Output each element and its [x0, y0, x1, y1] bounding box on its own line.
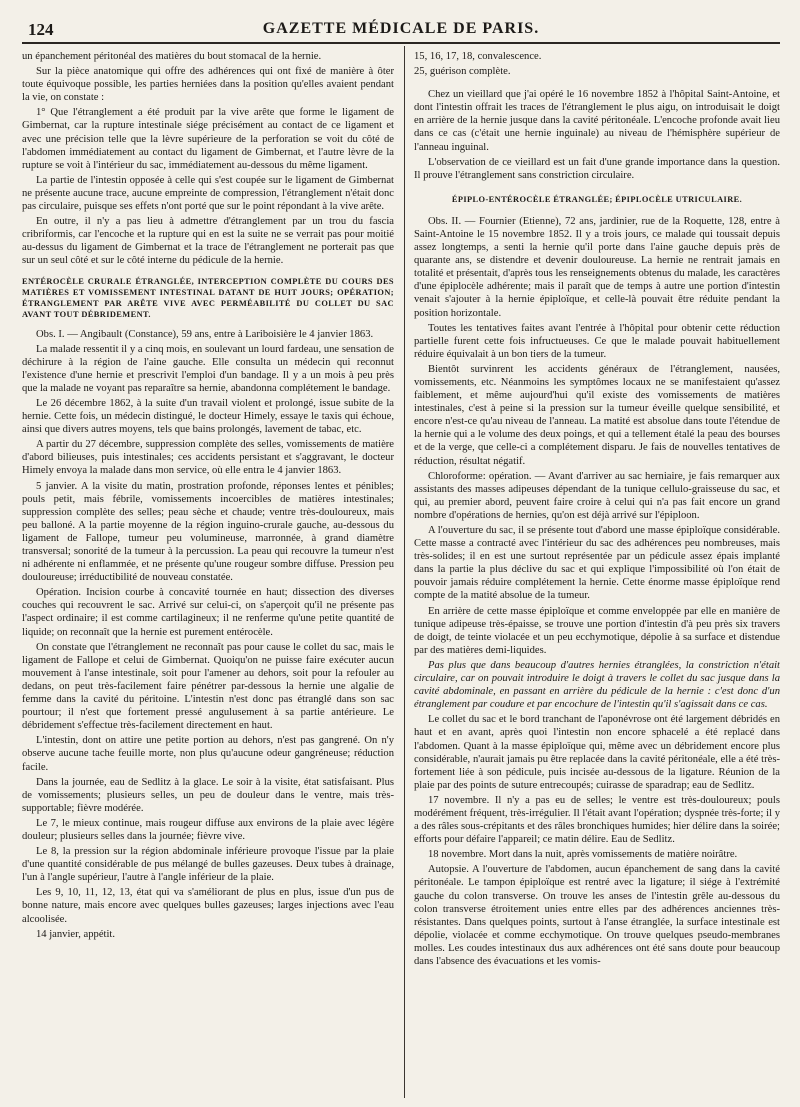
observation-intro: Obs. I. — Angibault (Constance), 59 ans, entre à Lariboisière le 4 janvier 1863.: [36, 328, 374, 340]
column-divider: [404, 46, 405, 1098]
paragraph: 17 novembre. Il n'y a pas eu de selles; le ventre est très-douloureux; pouls modérément fréquent, très-irrégulier. Il l'était avant l'opération; dyspnée très-forte; il y a des râles sous-crépitants et des râles bronchiques humides; hier délire dans la soirée; efforts pour défaire l'appareil; ce matin délire. Eau de Sedlitz.: [414, 794, 780, 846]
paragraph: Sur la pièce anatomique qui offre des adhérences qui ont fixé de manière à ôter toute équivoque possible, les parties herniées dans la position qu'elles avaient pendant la vie, on constate :: [22, 66, 394, 104]
italic-paragraph: Pas plus que dans beaucoup d'autres hernies étranglées, la constriction n'était circulaire, car on pouvait introduire le doigt à travers le collet du sac jusque dans la cavité abdominale, en passant en arrière du pédicule de la hernie : c'est donc d'un étranglement par coudure et par encochure de l'intestin qu'il s'agissait dans ce cas.: [414, 659, 780, 711]
page-number: 124: [28, 20, 54, 39]
paragraph: un épanchement péritonéal des matières du bout stomacal de la hernie.: [22, 51, 322, 62]
paragraph: Les 9, 10, 11, 12, 13, état qui va s'améliorant de plus en plus, issue d'un pus de bonne nature, mais encore avec quelques bulles gazeuses; larges injections avec l'eau alcoolisée.: [22, 887, 394, 925]
paragraph: Opération. Incision courbe à concavité tournée en haut; dissection des diverses couches qui recouvrent le sac. Arrivé sur celui-ci, on s'aperçoit qu'il ne présente pas l'aspect ordinaire; il est comme cartilagineux; il ne renferme qu'une petite quantité de liquide; on reconnaît que la hernie est purement entérocèle.: [22, 587, 394, 638]
paragraph: 5 janvier. A la visite du matin, prostration profonde, réponses lentes et pénibles; pouls petit, mais fébrile, vomissements incoercibles de matières intestinales; suppression complète des selles; peau sèche et chaude; ventre très-douloureux, mais peu balloné. A la partie moyenne de la région inguino-crurale gauche, au-dessous du ligament de Fallope, tumeur peu volumineuse, marronnée, à grand diamètre transversal; sonorité de la tumeur à la percussion. La peau qui recouvre la tumeur n'est ni adhérente ni enflammée, et ne présente qu'une rougeur sombre diffuse. Pression peu douloureuse; irréductibilité de nouveau constatée.: [22, 480, 394, 584]
paragraph: A partir du 27 décembre, suppression complète des selles, vomissements de matière d'abord bilieuses, puis intestinales; ces accidents persistant et s'aggravant, le docteur Himely envoya la malade dans mon service, où elle entra le 4 janvier 1863.: [22, 439, 394, 477]
paragraph: En outre, il n'y a pas lieu à admettre d'étranglement par un trou du fascia cribriformis, car l'encoche et la rupture qui en est la suite ne se verrait pas pour moitié au-dessus du ligament de Gimbernat et la trace de l'étranglement ne porterait pas que sur un seul côté et sur le côté interne du pédicule de la hernie.: [22, 216, 394, 267]
right-column: [414, 50, 780, 1098]
paragraph: 14 janvier, appétit.: [36, 928, 116, 940]
paragraph: 18 novembre. Mort dans la nuit, après vomissements de matière noirâtre.: [428, 849, 738, 861]
paragraph: L'intestin, dont on attire une petite portion au dehors, n'est pas gangrené. On n'y observe aucune tache feuille morte, non plus qu'aucune odeur gangréneuse; réduction facile.: [22, 735, 394, 773]
running-title: GAZETTE MÉDICALE DE PARIS.: [262, 20, 540, 37]
paragraph: Chloroforme: opération. — Avant d'arriver au sac herniaire, je fais remarquer aux assistants des masses adipeuses dépendant de la tunique cellulo-graisseuse du sac, et qui, au premier abord, peuvent faire croire à celui qui n'a pas fait encore un grand nombre d'opérations de hernies, qu'on est déjà arrivé sur l'épiploon.: [414, 470, 780, 521]
paragraph: Toutes les tentatives faites avant l'entrée à l'hôpital pour obtenir cette réduction partielle furent cette fois infructueuses. Ce que le malade pouvait habituellement réduire équivalait à un bon tiers de la tumeur.: [414, 322, 780, 360]
paragraph: On constate que l'étranglement ne reconnaît pas pour cause le collet du sac, mais le ligament de Fallope et celui de Gimbernat. Quoiqu'on ne puisse faire exécuter aucun mouvement à l'anse intestinale, soit pour l'amener au dehors, soit pour la refouler au dedans, on peut très-facilement faire pénétrer par-dessous la hernie une algalie de femme dans la cavité du péritoine. L'intestin n'est donc pas étranglé dans son sac pourtour; il n'est que fortement pressé angulusement à sa partie antérieure. Le débridement s'effectue très-facilement directement en haut.: [22, 641, 394, 732]
paragraph: L'observation de ce vieillard est un fait d'une grande importance dans la question. Il prouve l'étranglement sans constriction circulaire.: [414, 156, 780, 181]
paragraph: La malade ressentit il y a cinq mois, en soulevant un lourd fardeau, une sensation de déchirure à la région de l'aine gauche. Elle consulta un médecin qui reconnut l'existence d'une hernie et prescrivit l'emploi d'un bandage. Il y a un mois à peu près que la malade ne voyant pas reparaître sa hernie, abandonna complétement le bandage.: [22, 343, 394, 394]
paragraph: La partie de l'intestin opposée à celle qui s'est coupée sur le ligament de Gimbernat ne présente aucune trace, aucune empreinte de compression, l'étranglement n'était donc pas circulaire, puisque ses effets n'ont porté que sur le point répondant à la vive arête.: [22, 174, 394, 213]
paragraph: En arrière de cette masse épiploïque et comme enveloppée par elle en manière de tunique adipeuse très-épaisse, se trouve une portion d'intestin d'à peu près six travers de doigt, de teinte violacée et un peu ecchymotique, dépolie à sa surface et distendue par des matières demi-liquides.: [414, 605, 780, 656]
section-heading: ÉPIPLO-ENTÉROCÈLE ÉTRANGLÉE; ÉPIPLOCÈLE UTRICULAIRE.: [451, 194, 743, 204]
paragraph: Autopsie. A l'ouverture de l'abdomen, aucun épanchement de sang dans la cavité péritonéale. Le tampon épiploïque est rentré avec la ligature; il siége à l'extrémité gauche du colon transverse. On trouve les anses de l'intestin grêle au-dessous du colon transverse étroitement unies entre elles par des adhérences anciennes très-résistantes. Dans quelques points, surtout à l'anse étranglée, la surface intestinale est dépolie, violacée et comme ecchymotique. On trouve quelques pseudo-membranes molles. Les coudes intestinaux dus aux adhérences ont été sans doute pour beaucoup dans l'absence des évacuations et les vomis-: [414, 864, 780, 967]
paragraph: 25, guérison complète.: [414, 66, 511, 78]
paragraph: 1° Que l'étranglement a été produit par la vive arête que forme le ligament de Gimbernat, car la rupture intestinale siége précisément au contact de ce ligament et avec une précision telle que la lèvre supérieure de la perforation se voit du côté de l'abdomen immédiatement au contact du ligament de Gimbernat, et l'autre lèvre de la rupture se voit à l'intérieur du sac, immédiatement au-dessous du même ligament.: [22, 107, 394, 171]
paragraph: Chez un vieillard que j'ai opéré le 16 novembre 1852 à l'hôpital Saint-Antoine, et dont l'intestin offrait les traces de l'étranglement le plus aigu, on introduisait le doigt en arrière de la hernie jusque dans la cavité péritonéale. L'encoche profonde avait lieu dans ce cas (c'était une hernie inguinale) au niveau de l'hémisphère supérieur de l'anneau inguinal.: [414, 89, 780, 153]
paragraph: A l'ouverture du sac, il se présente tout d'abord une masse épiploïque considérable. Cette masse a contracté avec l'intérieur du sac des adhérences peu nombreuses, mais très-solides; il en est une surtout représentée par un pédicule assez épais implanté dans la partie la plus déclive du sac et qui explique l'impossibilité où l'on était de pouvoir jamais réduire complétement la hernie. Cette énorme masse épiploïque rend compte de la matité absolue de la tumeur.: [414, 525, 780, 602]
paragraph: Le 26 décembre 1862, à la suite d'un travail violent et prolongé, issue subite de la hernie. Cette fois, un médecin distingué, le docteur Himely, essaye le taxis qui échoue, ainsi que divers autres moyens, tels que bains prolongés, lavement de tabac, etc.: [22, 397, 394, 436]
observation-intro: Obs. II. — Fournier (Etienne), 72 ans, jardinier, rue de la Roquette, 128, entre à Saint-Antoine le 15 novembre 1852. Il y a trois jours, ce malade qui toussait depuis assez longtemps, a senti la hernie qu'il porte dans l'aine gauche depuis près de quarante ans, se distendre et devenir douloureuse. La hernie ne rentrait jamais en totalité et présentait, d'après tous les renseignements obtenus du malade, les caractères d'une épiplocèle adhérente; mais il paraît que de temps à autre une portion d'intestin venait s'ajouter à la hernie épiploïque, et celle-là pouvait être réduite pendant la position horizontale.: [414, 215, 780, 319]
running-header: [22, 14, 780, 44]
paragraph: Dans la journée, eau de Sedlitz à la glace. Le soir à la visite, état satisfaisant. Plus de vomissements; plusieurs selles, un peu de douleur dans le ventre, mais très-supportable; fièvre modérée.: [22, 776, 394, 814]
paragraph: 15, 16, 17, 18, convalescence.: [414, 51, 542, 62]
section-heading: ENTÉROCÈLE CRURALE ÉTRANGLÉE, INTERCEPTION COMPLÈTE DU COURS DES MATIÈRES ET VOMISSEMENT INTESTINAL DATANT DE HUIT JOURS; OPÉRATION; ÉTRANGLEMENT PAR ARÊTE VIVE AVEC PERMÉABILITÉ DU COLLET DU SAC AVANT TOUT DÉBRIDEMENT.: [22, 276, 394, 319]
paragraph: Le collet du sac et le bord tranchant de l'aponévrose ont été largement débridés en haut et en avant, après quoi l'intestin non encore sphacelé a été replacé dans l'abdomen. Quant à la masse épiploïque qui, même avec un débridement encore plus considérable, n'aurait jamais pu être replacée dans la cavité péritonéale, elle a été très-fortement liée à son pédicule, puis incisée au-dessous de la ligature. Réunion de la plaie par des points de suture entrecoupés; cuirasse de sparadrap; eau de Sedlitz.: [414, 714, 780, 791]
paragraph: Le 8, la pression sur la région abdominale inférieure provoque l'issue par la plaie d'une quantité considérable de pus mélangé de bulles gazeuses. Deux tubes à drainage, l'un à l'angle supérieur, l'autre à l'angle inférieur de la plaie.: [22, 846, 394, 884]
left-column: [22, 50, 394, 1098]
paragraph: Le 7, le mieux continue, mais rougeur diffuse aux environs de la plaie avec légère douleur; plusieurs selles dans la journée; fièvre vive.: [22, 817, 394, 842]
paragraph: Bientôt survinrent les accidents généraux de l'étranglement, nausées, vomissements, etc. Néanmoins les symptômes locaux ne se manifestaient qu'assez faiblement, et même aujourd'hui qu'il existe des vomissements de matières intestinales, c'est à peine si la pression sur la tumeur éveille quelque sensibilité, et encore n'est-ce qu'au niveau de l'anneau. La matité est absolue dans toute l'étendue de la hernie qui a le volume des deux poings, et qui a tellement étalé la peau des bourses et de la verge, que celle-ci a complétement disparu. Je fais de nouvelles tentatives de réduction, résultat négatif.: [414, 363, 780, 467]
